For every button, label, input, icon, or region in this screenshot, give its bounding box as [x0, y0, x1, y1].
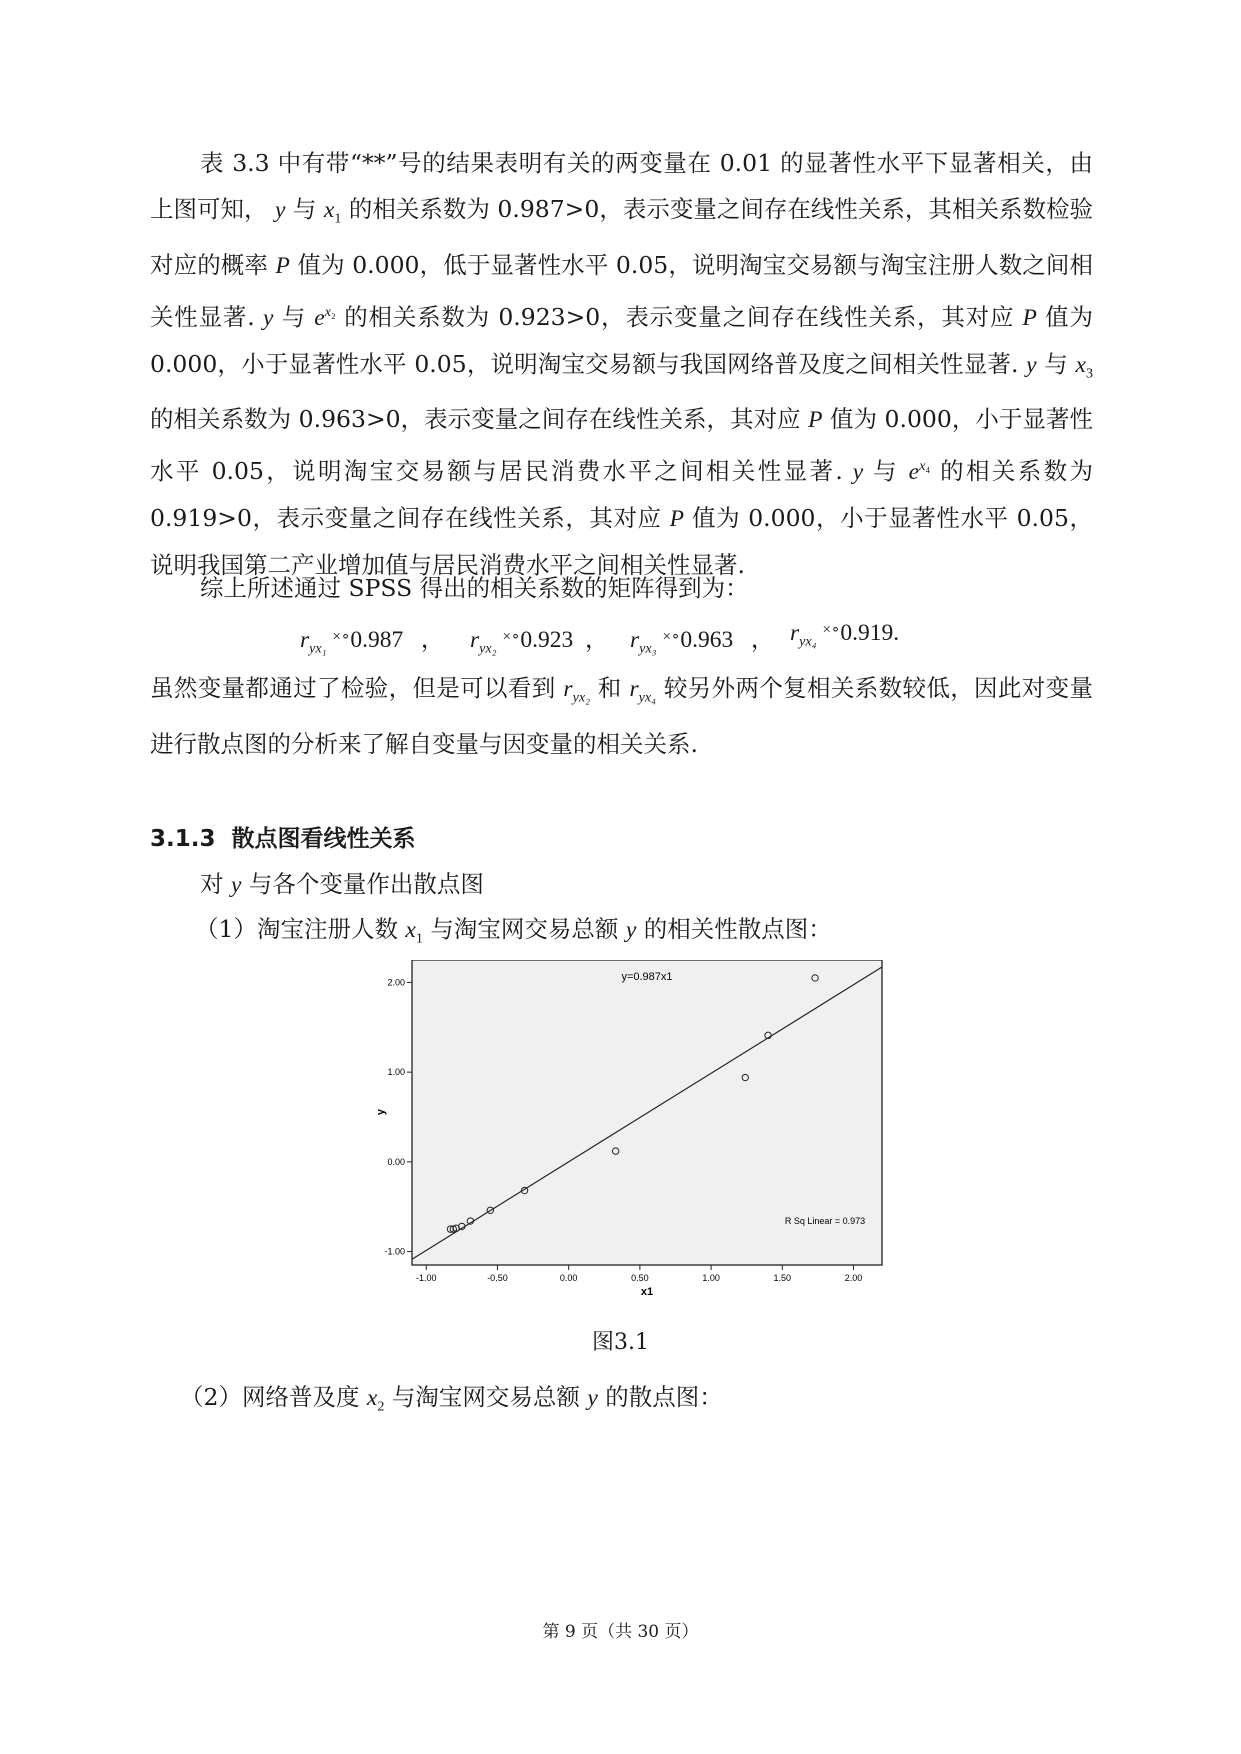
x-tick-label: -0.50	[487, 1273, 508, 1283]
x-tick-label: 2.00	[844, 1273, 863, 1283]
x-tick-label: 0.00	[559, 1273, 578, 1283]
scatter-chart	[372, 960, 892, 1300]
formula-r4: $r_{yx_4}$ ×∘0.919.	[790, 620, 900, 650]
formula-r3: $r_{yx_3}$ ×∘0.963 ，	[630, 627, 775, 657]
figure-caption: 图3.1	[592, 1330, 649, 1355]
y-tick-label: 1.00	[387, 1067, 405, 1078]
x-tick-label: 1.00	[702, 1273, 720, 1283]
intro-line: 对 y 与各个变量作出散点图	[200, 870, 484, 898]
paragraph-summary: 综上所述通过 SPSS 得出的相关系数的矩阵得到为：	[200, 574, 749, 602]
x-axis-label: x1	[640, 1286, 654, 1298]
page-footer: 第 9 页（共 30 页）	[542, 1622, 699, 1642]
y-tick-label: -1.00	[384, 1246, 405, 1257]
y-axis-label: y	[375, 1108, 387, 1116]
chart-title: y=0.987x1	[621, 971, 673, 983]
y-tick-label: 0.00	[387, 1156, 405, 1167]
paragraph-scatter-reason: 虽然变量都通过了检验，但是可以看到 $r_{yx_2}$ 和 $r_{yx_4}$ 较另外两个复相关系数较低，因此对变量进行散点图的分析来了解自变量与因变量的相关关系.	[150, 674, 1093, 758]
section-heading: 3.1.3 散点图看线性关系	[150, 826, 416, 852]
y-tick-label: 2.00	[387, 977, 405, 988]
formula-r1: $r_{yx_1}$ ×∘0.987 ，	[300, 627, 445, 657]
formula-r2: $r_{yx_2}$ ×∘0.923 ，	[470, 627, 609, 657]
rsq-annotation: R Sq Linear = 0.973	[784, 1216, 866, 1226]
x-tick-label: 0.50	[631, 1273, 649, 1283]
x-tick-label: -1.00	[415, 1273, 437, 1283]
paragraph-correlation-analysis: 表 3.3 中有带“**”号的结果表明有关的两变量在 0.01 的显著性水平下显著相关，由上图可知， y 与 $x_1$ 的相关系数为 0.987>0，表示变量之间存在线性关系，其相关系数检验对应的概率 P 值为 0.000，低于显著性水平 0.05，说明淘宝交易额与淘宝注册人数之间相关性显著. y 与 $e^{x_2}$ 的相关系数为 0.923>0，表示变量之间存在线性关系，其对应 P 值为 0.000，小于显著性水平 0.05，说明淘宝交易额与我国网络普及度之间相关性显著. y 与 $x_3$ 的相关系数为 0.963>0，表示变量之间存在线性关系，其对应 P 值为 0.000，小于显著性水平 0.05，说明淘宝交易额与居民消费水平之间相关性显著. y 与 $e^{x_4}$ 的相关系数为 0.919>0，表示变量之间存在线性关系，其对应 P 值为 0.000，小于显著性水平 0.05，说明我国第二产业增加值与居民消费水平之间相关性显著.	[150, 149, 1093, 580]
x-tick-label: 1.50	[773, 1273, 792, 1283]
item-2-label: （2）网络普及度 $x_2$ 与淘宝网交易总额 y 的散点图：	[180, 1383, 723, 1415]
item-1-label: （1）淘宝注册人数 $x_1$ 与淘宝网交易总额 y 的相关性散点图：	[195, 915, 832, 947]
